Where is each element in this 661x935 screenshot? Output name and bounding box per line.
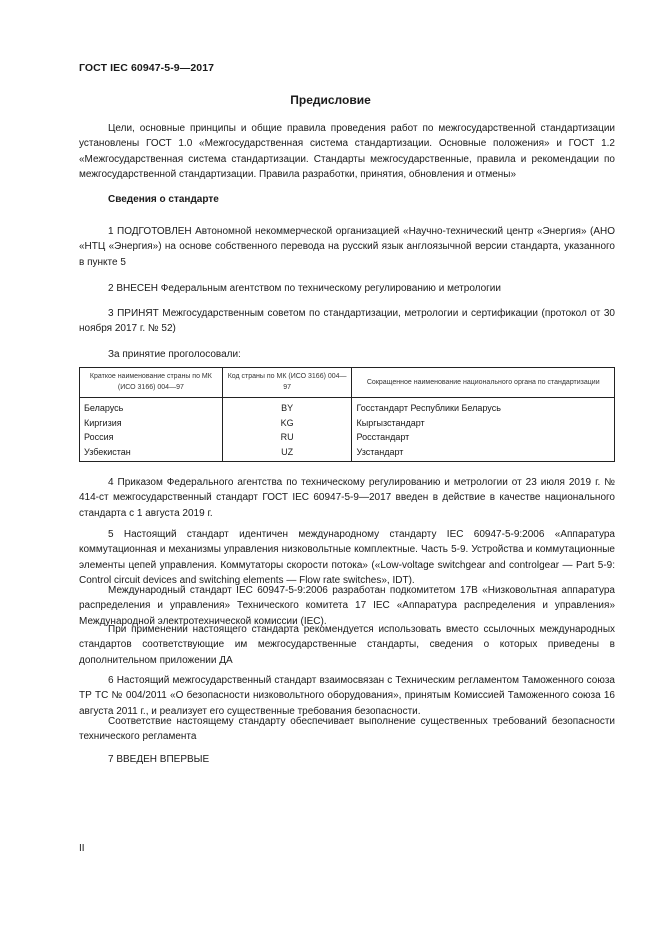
item-7-paragraph: 7 ВВЕДЕН ВПЕРВЫЕ [108, 754, 210, 765]
country-cell: Киргизия [80, 416, 223, 431]
page-number: II [79, 843, 85, 854]
document-code-header: ГОСТ IEC 60947-5-9—2017 [79, 62, 215, 74]
code-cell: KG [222, 416, 352, 431]
country-cell: Россия [80, 430, 223, 445]
body-cell: Госстандарт Республики Беларусь [352, 398, 615, 416]
code-cell: BY [222, 398, 352, 416]
table-row [80, 430, 615, 445]
item-4-paragraph: 4 Приказом Федерального агентства по техническому регулированию и метрологии от 23 июля 2019 г. № 414-ст межгосударственный стандарт ГОСТ IEC 60947-5-9—2017 введен в действие в качестве национального стандарта с 1 августа 2019 г. [79, 477, 615, 519]
voting-table [79, 367, 615, 462]
table-header-row [80, 368, 615, 398]
voted-label: За принятие проголосовали: [108, 349, 241, 360]
table-row [80, 445, 615, 462]
country-cell: Беларусь [80, 398, 223, 416]
item-6-compliance-paragraph: Соответствие настоящему стандарту обеспечивает выполнение существенных требований безопасности технического регламента [79, 716, 615, 743]
item-3-paragraph: 3 ПРИНЯТ Межгосударственным советом по стандартизации, метрологии и сертификации (протокол от 30 ноября 2017 г. № 52) [79, 308, 615, 335]
item-1-paragraph: 1 ПОДГОТОВЛЕН Автономной некоммерческой организацией «Научно-технический центр «Энергия» (АНО «НТЦ «Энергия») на основе собственного перевода на русский язык англоязычной версии стандарта, указанного в пункте 5 [79, 226, 615, 268]
col-header-code: Код страны по МК (ИСО 3166) 004—97 [222, 368, 352, 398]
code-cell: RU [222, 430, 352, 445]
code-cell: UZ [222, 445, 352, 462]
page-title: Предисловие [290, 93, 371, 107]
table-row [80, 416, 615, 431]
body-cell: Росстандарт [352, 430, 615, 445]
section-heading: Сведения о стандарте [108, 194, 219, 205]
body-cell: Кыргызстандарт [352, 416, 615, 431]
item-2-paragraph: 2 ВНЕСЕН Федеральным агентством по техническому регулированию и метрологии [108, 283, 501, 294]
table-row [80, 398, 615, 416]
country-cell: Узбекистан [80, 445, 223, 462]
item-5-paragraph: 5 Настоящий стандарт идентичен международному стандарту IEC 60947-5-9:2006 «Аппаратура коммутационная и механизмы управления низковольтные комплектные. Часть 5-9. Устройства и коммутационные элементы цепей управления. Коммутаторы скорости потока» («Low-voltage switchgear and controlgear — Part 5-9: Control circuit devices and switching elements — Flow rate switches», IDT). [79, 529, 615, 587]
col-header-country: Краткое наименование страны по МК (ИСО 3166) 004—97 [80, 368, 223, 398]
col-header-body: Сокращенное наименование национального органа по стандартизации [352, 368, 615, 398]
item-6-paragraph: 6 Настоящий межгосударственный стандарт взаимосвязан с Техническим регламентом Таможенного союза ТР ТС № 004/2011 «О безопасности низковольтного оборудования», принятым Комиссией Таможенного союза 16 августа 2011 г., и реализует его существенные требования безопасности. [79, 675, 615, 717]
body-cell: Узстандарт [352, 445, 615, 462]
item-5-references-paragraph: При применении настоящего стандарта рекомендуется использовать вместо ссылочных международных стандартов соответствующие им межгосударственные стандарты, сведения о которых приведены в дополнительном приложении ДА [79, 624, 615, 666]
intro-paragraph: Цели, основные принципы и общие правила проведения работ по межгосударственной стандартизации установлены ГОСТ 1.0 «Межгосударственная система стандартизации. Основные положения» и ГОСТ 1.2 «Межгосударственная система стандартизации. Стандарты межгосударственные, правила и рекомендации по межгосударственной стандартизации. Правила разработки, принятия, обновления и отмены» [79, 123, 615, 181]
item-5-developer-paragraph: Международный стандарт IEC 60947-5-9:2006 разработан подкомитетом 17В «Низковольтная аппаратура распределения и управления» Технического комитета 17 IEC «Аппаратура распределения и управления» Международной электротехнической комиссии (IEC). [79, 585, 615, 627]
